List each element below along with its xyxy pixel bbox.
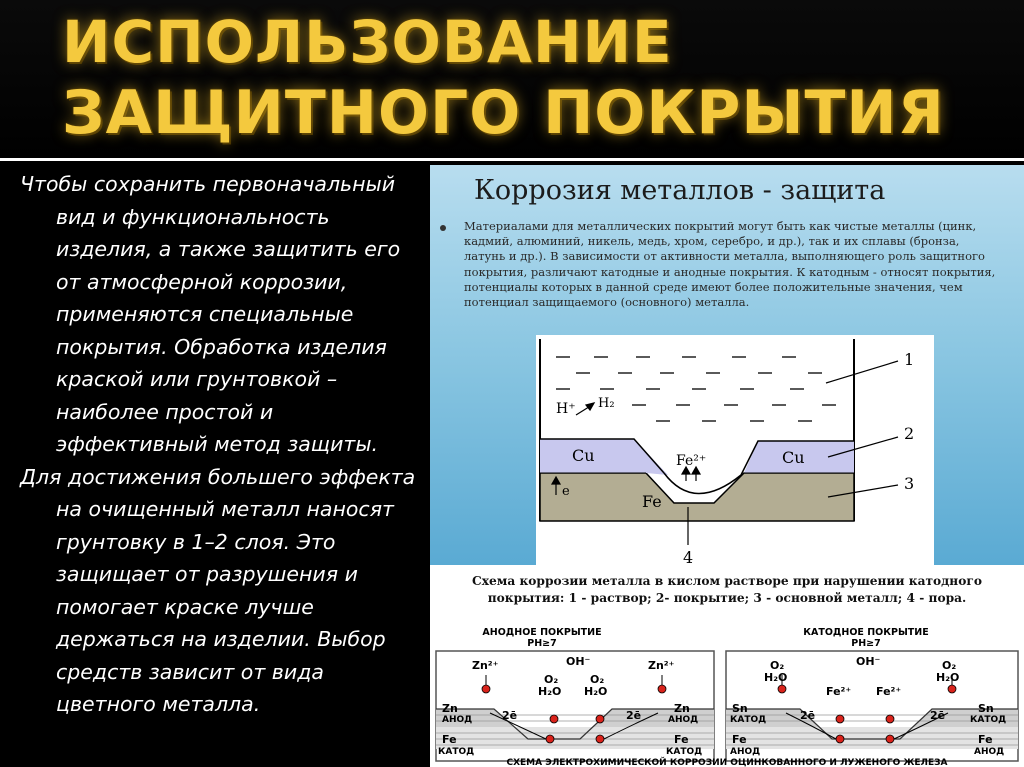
electrons-left-b: 2ē xyxy=(626,709,642,722)
o2-right-a: O₂ xyxy=(770,659,785,672)
zn-ion-right: Zn²⁺ xyxy=(648,659,675,672)
sn-left: Sn xyxy=(732,702,748,715)
anode-left: АНОД xyxy=(442,715,473,725)
fe-ion-label: Fe²⁺ xyxy=(676,453,707,469)
h2o-left-b: H₂O xyxy=(584,685,608,698)
fe-ion-right-a: Fe²⁺ xyxy=(826,685,852,698)
fe-right-b: Fe xyxy=(978,733,993,746)
oh-right: OH⁻ xyxy=(856,655,881,668)
zn-right: Zn xyxy=(674,702,690,715)
fe-left-2: Fe xyxy=(674,733,689,746)
anode-right: АНОД xyxy=(668,715,699,725)
electron-label: e xyxy=(562,484,570,499)
callout-1: 1 xyxy=(904,350,915,369)
electrons-right-a: 2ē xyxy=(800,709,816,722)
zn-ion-left: Zn²⁺ xyxy=(472,659,499,672)
fe-right-a: Fe xyxy=(732,733,747,746)
title-band xyxy=(0,0,1024,160)
figure-description: Материалами для металлических покрытий могут быть как чистые металлы (цинк, кадмий, алюминий, никель, медь, хром, серебро, и др.), так и их сплавы (бронза, латунь и др.). В зависимости от активности металла, выполняющего роль защитного покрытия, различают катодные и анодные покрытия. К катодным - относят покрытия, потенциалы которых в данной среде имеют более положительные значения, чем потенциал защищаемого (основного) металла. xyxy=(464,219,996,310)
figure-title: Коррозия металлов - защита xyxy=(474,175,886,206)
oh-left: OH⁻ xyxy=(566,655,591,668)
callout-3: 3 xyxy=(904,474,915,493)
fe-ion-right-b: Fe²⁺ xyxy=(876,685,902,698)
h2-label: H₂ xyxy=(598,396,615,411)
title-divider xyxy=(0,158,1024,161)
cathode-left-2: КАТОД xyxy=(666,747,703,757)
body-paragraph-2: Для достижения большего эффекта на очищенный металл наносят грунтовку в 1–2 слоя. Это защищает от разрушения и помогает краске лучше держаться на изделии. Выбор средств зависит от вида цветного металла. xyxy=(20,464,416,716)
anodic-title: АНОДНОЕ ПОКРЫТИЕ xyxy=(482,627,602,638)
h2o-right-a: H₂O xyxy=(764,671,788,684)
coating-left xyxy=(540,439,668,475)
slide-title-line-2: ЗАЩИТНОГО ПОКРЫТИЯ xyxy=(62,78,945,148)
cathode-sn-left: КАТОД xyxy=(730,715,767,725)
o2-left-b: O₂ xyxy=(590,673,605,686)
callout-2: 2 xyxy=(904,424,915,443)
electrochemical-footer: СХЕМА ЭЛЕКТРОХИМИЧЕСКОЙ КОРРОЗИИ ОЦИНКОВАННОГО И ЛУЖЕНОГО ЖЕЛЕЗА xyxy=(506,758,948,767)
h2o-left-a: H₂O xyxy=(538,685,562,698)
cu-left-label: Cu xyxy=(572,446,595,465)
h2o-right-b: H₂O xyxy=(936,671,960,684)
body-text xyxy=(20,168,420,721)
sn-right: Sn xyxy=(978,702,994,715)
anode-fe-right: АНОД xyxy=(974,747,1005,757)
anodic-ph: PH≥7 xyxy=(527,638,557,649)
electrons-right-b: 2ē xyxy=(930,709,946,722)
cathodic-title: КАТОДНОЕ ПОКРЫТИЕ xyxy=(803,627,929,638)
zn-left: Zn xyxy=(442,702,458,715)
o2-left-a: O₂ xyxy=(544,673,559,686)
corrosion-diagram xyxy=(536,335,934,571)
base-metal-layer xyxy=(540,473,854,521)
electrochemical-diagram xyxy=(430,623,1024,767)
body-paragraph-1: Чтобы сохранить первоначальный вид и функциональность изделия, а также защитить его от атмосферной коррозии, применяются специальные покрытия. Обработка изделия краской или грунтовкой – наиболее простой и эффективный метод защиты. xyxy=(20,172,401,456)
cathode-left: КАТОД xyxy=(438,747,475,757)
o2-right-b: O₂ xyxy=(942,659,957,672)
figure-caption: Схема коррозии металла в кислом растворе при нарушении катодного покрытия: 1 - раствор; 2- покрытие; 3 - основной металл; 4 - пора. xyxy=(472,574,982,605)
fe-left: Fe xyxy=(442,733,457,746)
slide-title-line-1: ИСПОЛЬЗОВАНИЕ xyxy=(62,8,673,76)
anode-fe-left: АНОД xyxy=(730,747,761,757)
solution-dashes xyxy=(556,357,836,421)
cathode-sn-right: КАТОД xyxy=(970,715,1007,725)
cathodic-ph: PH≥7 xyxy=(851,638,881,649)
h-ion-label: H⁺ xyxy=(556,401,576,417)
electrons-left-a: 2ē xyxy=(502,709,518,722)
fe-label: Fe xyxy=(642,492,662,511)
bullet-icon xyxy=(440,225,446,231)
cu-right-label: Cu xyxy=(782,448,805,467)
callout-4: 4 xyxy=(683,548,694,567)
corrosion-figure xyxy=(430,165,1024,767)
